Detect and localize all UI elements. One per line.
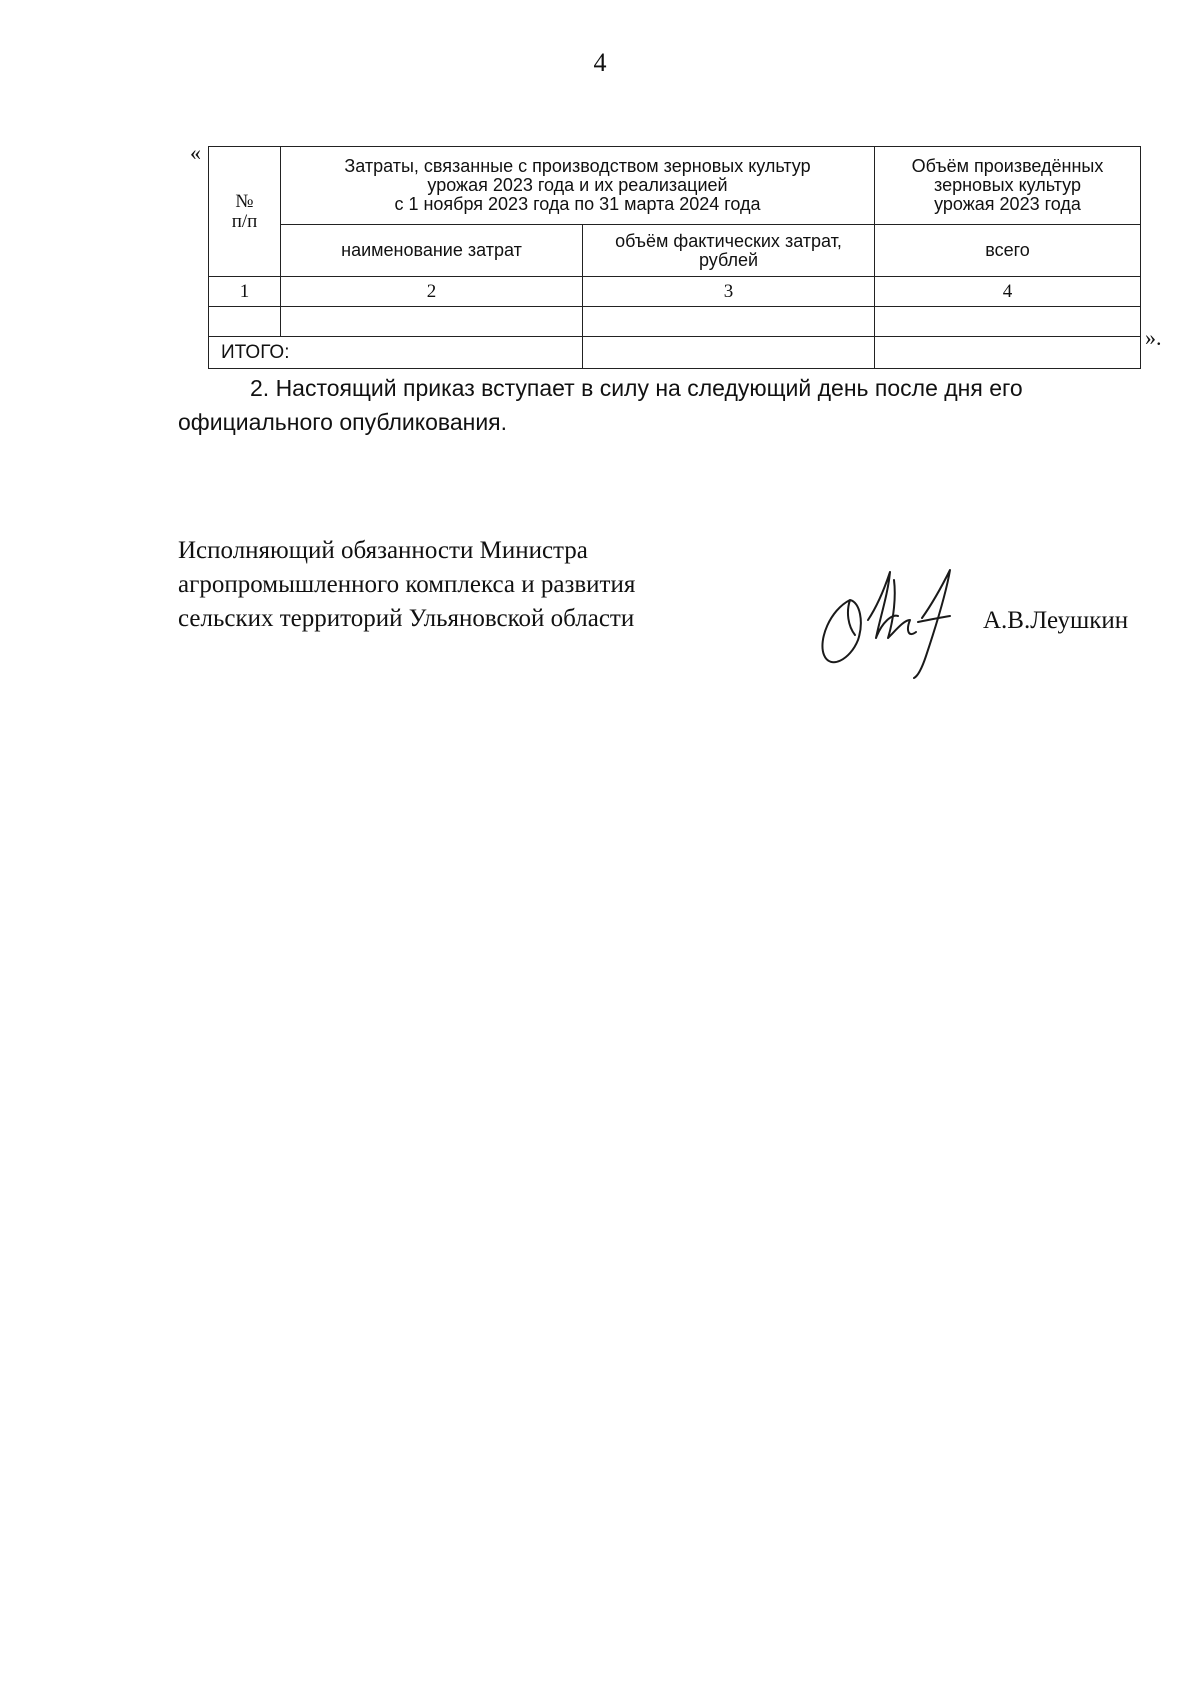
signatory-title-line: агропромышленного комплекса и развития [178,571,636,598]
page-number: 4 [593,48,607,77]
signer-name: А.В.Леушкин [983,607,1129,634]
paragraph-line: 2. Настоящий приказ вступает в силу на следующий день после дня его [250,375,1023,401]
subheader-cost-amount: объём фактических затрат, рублей [583,225,875,277]
costs-table [208,146,1141,369]
signatory-title-line: сельских территорий Ульяновской области [178,605,635,632]
empty-cell [281,307,583,337]
header-volume-line: зерновых культур [934,175,1081,196]
empty-cell [209,307,281,337]
column-number-1: 1 [209,277,281,307]
signatory-title-line: Исполняющий обязанности Министра [178,537,588,564]
closing-quote: ». [1145,325,1162,350]
total-amount-cell [583,337,875,369]
empty-cell [583,307,875,337]
header-costs [281,147,875,225]
header-number [209,147,281,277]
header-number-symbol: № [235,190,254,212]
header-volume-line: урожая 2023 года [934,193,1081,214]
empty-cell [875,307,1141,337]
column-number-4: 4 [875,277,1141,307]
subheader-total: всего [875,225,1141,277]
header-number-abbrev: п/п [231,210,258,232]
opening-quote: « [190,140,201,165]
header-costs-line: Затраты, связанные с производством зерновых культур [344,156,811,177]
total-label: ИТОГО: [209,337,583,369]
paragraph-effective-date [178,371,1138,439]
header-volume [875,147,1141,225]
paragraph-line: официального опубликования. [178,409,508,435]
header-costs-line: урожая 2023 года и их реализацией [427,175,728,196]
handwritten-signature [810,560,980,680]
signatory-title [178,534,635,636]
column-number-2: 2 [281,277,583,307]
header-volume-line: Объём произведённых [911,156,1104,177]
column-number-3: 3 [583,277,875,307]
total-volume-cell [875,337,1141,369]
subheader-cost-name: наименование затрат [281,225,583,277]
header-costs-line: с 1 ноября 2023 года по 31 марта 2024 года [394,193,761,214]
